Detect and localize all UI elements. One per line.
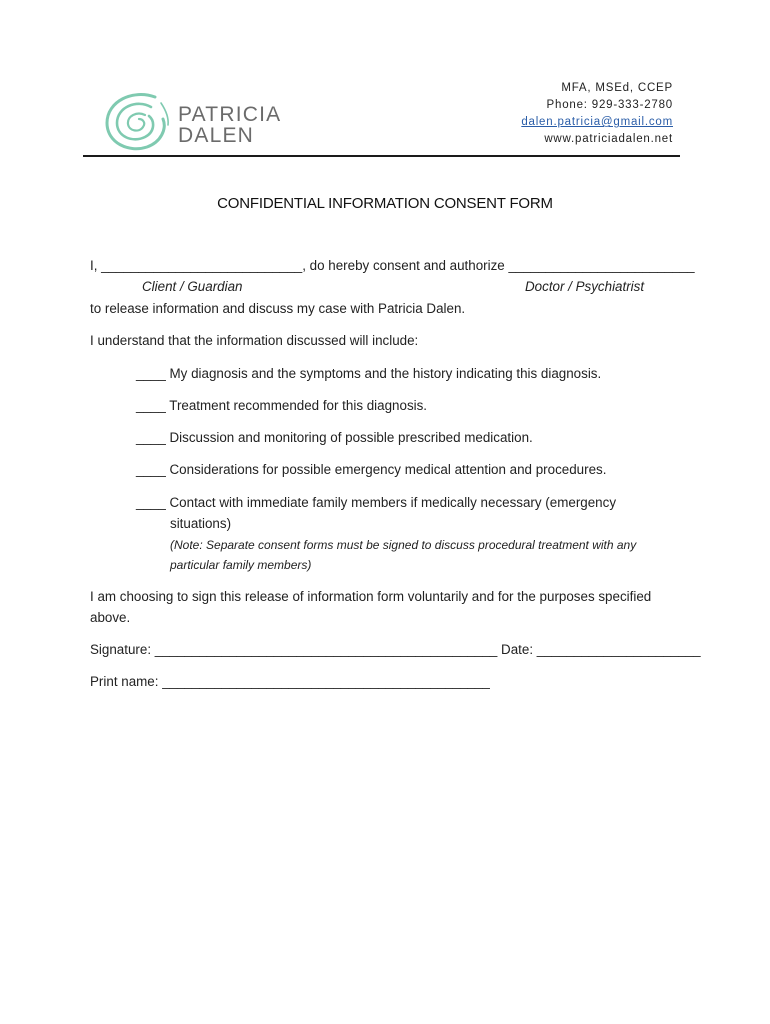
list-item-diagnosis: ____ My diagnosis and the symptoms and the history indicating this diagnosis. bbox=[136, 366, 602, 381]
credentials: MFA, MSEd, CCEP bbox=[561, 82, 673, 94]
list-item-treatment: ____ Treatment recommended for this diagnosis. bbox=[136, 398, 428, 413]
consent-line: I, ___________________________, do hereby consent and authorize _________________________ bbox=[90, 258, 695, 273]
phone: Phone: 929-333-2780 bbox=[546, 99, 673, 111]
note-line-1: (Note: Separate consent forms must be signed to discuss procedural treatment with any bbox=[170, 538, 637, 552]
swirl-logo-icon bbox=[103, 89, 173, 155]
client-guardian-label: Client / Guardian bbox=[142, 279, 243, 294]
print-name-line[interactable]: Print name: ____________________________________________ bbox=[90, 674, 490, 689]
release-line: to release information and discuss my case with Patricia Dalen. bbox=[90, 301, 466, 316]
form-title: CONFIDENTIAL INFORMATION CONSENT FORM bbox=[217, 195, 553, 212]
list-item-family-contact-cont: situations) bbox=[170, 516, 232, 531]
email-link[interactable]: dalen.patricia@gmail.com bbox=[521, 116, 673, 128]
logo-text bbox=[178, 104, 281, 146]
logo-line-1: PATRICIA bbox=[178, 103, 282, 126]
voluntary-line-2: above. bbox=[90, 610, 131, 625]
list-item-medication: ____ Discussion and monitoring of possible prescribed medication. bbox=[136, 430, 533, 445]
understand-line: I understand that the information discussed will include: bbox=[90, 333, 419, 348]
logo-line-2: DALEN bbox=[178, 124, 255, 147]
header-divider bbox=[83, 155, 680, 157]
website: www.patriciadalen.net bbox=[544, 133, 673, 145]
list-item-emergency: ____ Considerations for possible emergency medical attention and procedures. bbox=[136, 462, 607, 477]
note-line-2: particular family members) bbox=[170, 558, 312, 572]
list-item-family-contact: ____ Contact with immediate family members if medically necessary (emergency bbox=[136, 495, 617, 510]
contact-info bbox=[521, 80, 673, 148]
doctor-psychiatrist-label: Doctor / Psychiatrist bbox=[525, 279, 645, 294]
voluntary-line-1: I am choosing to sign this release of information form voluntarily and for the purposes specified bbox=[90, 589, 652, 604]
signature-date-line[interactable]: Signature: ______________________________________________ Date: ______________________ bbox=[90, 642, 701, 657]
logo bbox=[103, 89, 333, 155]
